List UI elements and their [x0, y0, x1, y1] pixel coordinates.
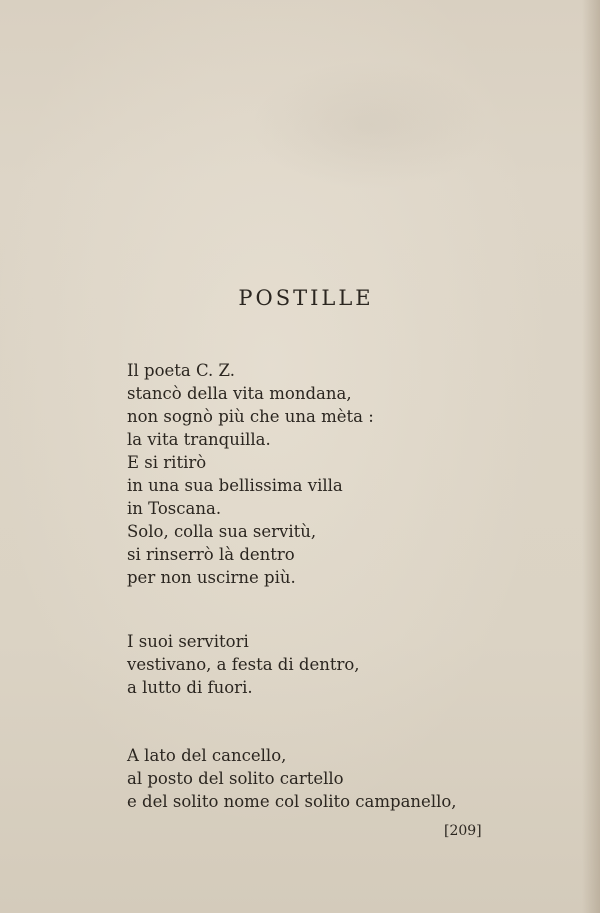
- verse-line: A lato del cancello,: [127, 746, 287, 765]
- verse-line: Il poeta C. Z.: [127, 361, 235, 380]
- stanza-3: [127, 744, 457, 813]
- show-through-stain: [250, 60, 490, 190]
- poem-title: POSTILLE: [238, 286, 374, 310]
- verse-line: stancò della vita mondana,: [127, 384, 352, 403]
- verse-line: I suoi servitori: [127, 632, 249, 651]
- stanza-2: [127, 630, 360, 699]
- verse-line: in una sua bellissima villa: [127, 476, 343, 495]
- page-edge-shadow: [582, 0, 600, 913]
- verse-line: E si ritirò: [127, 453, 207, 472]
- verse-line: si rinserrò là dentro: [127, 545, 295, 564]
- verse-line: e del solito nome col solito campanello,: [127, 792, 457, 811]
- verse-line: a lutto di fuori.: [127, 678, 253, 697]
- verse-line: in Toscana.: [127, 499, 222, 518]
- verse-line: per non uscirne più.: [127, 568, 296, 587]
- verse-line: la vita tranquilla.: [127, 430, 271, 449]
- stanza-1: [127, 359, 374, 589]
- verse-line: al posto del solito cartello: [127, 769, 344, 788]
- verse-line: vestivano, a festa di dentro,: [127, 655, 360, 674]
- verse-line: Solo, colla sua servitù,: [127, 522, 317, 541]
- page-number: [209]: [444, 823, 482, 839]
- verse-line: non sognò più che una mèta :: [127, 407, 374, 426]
